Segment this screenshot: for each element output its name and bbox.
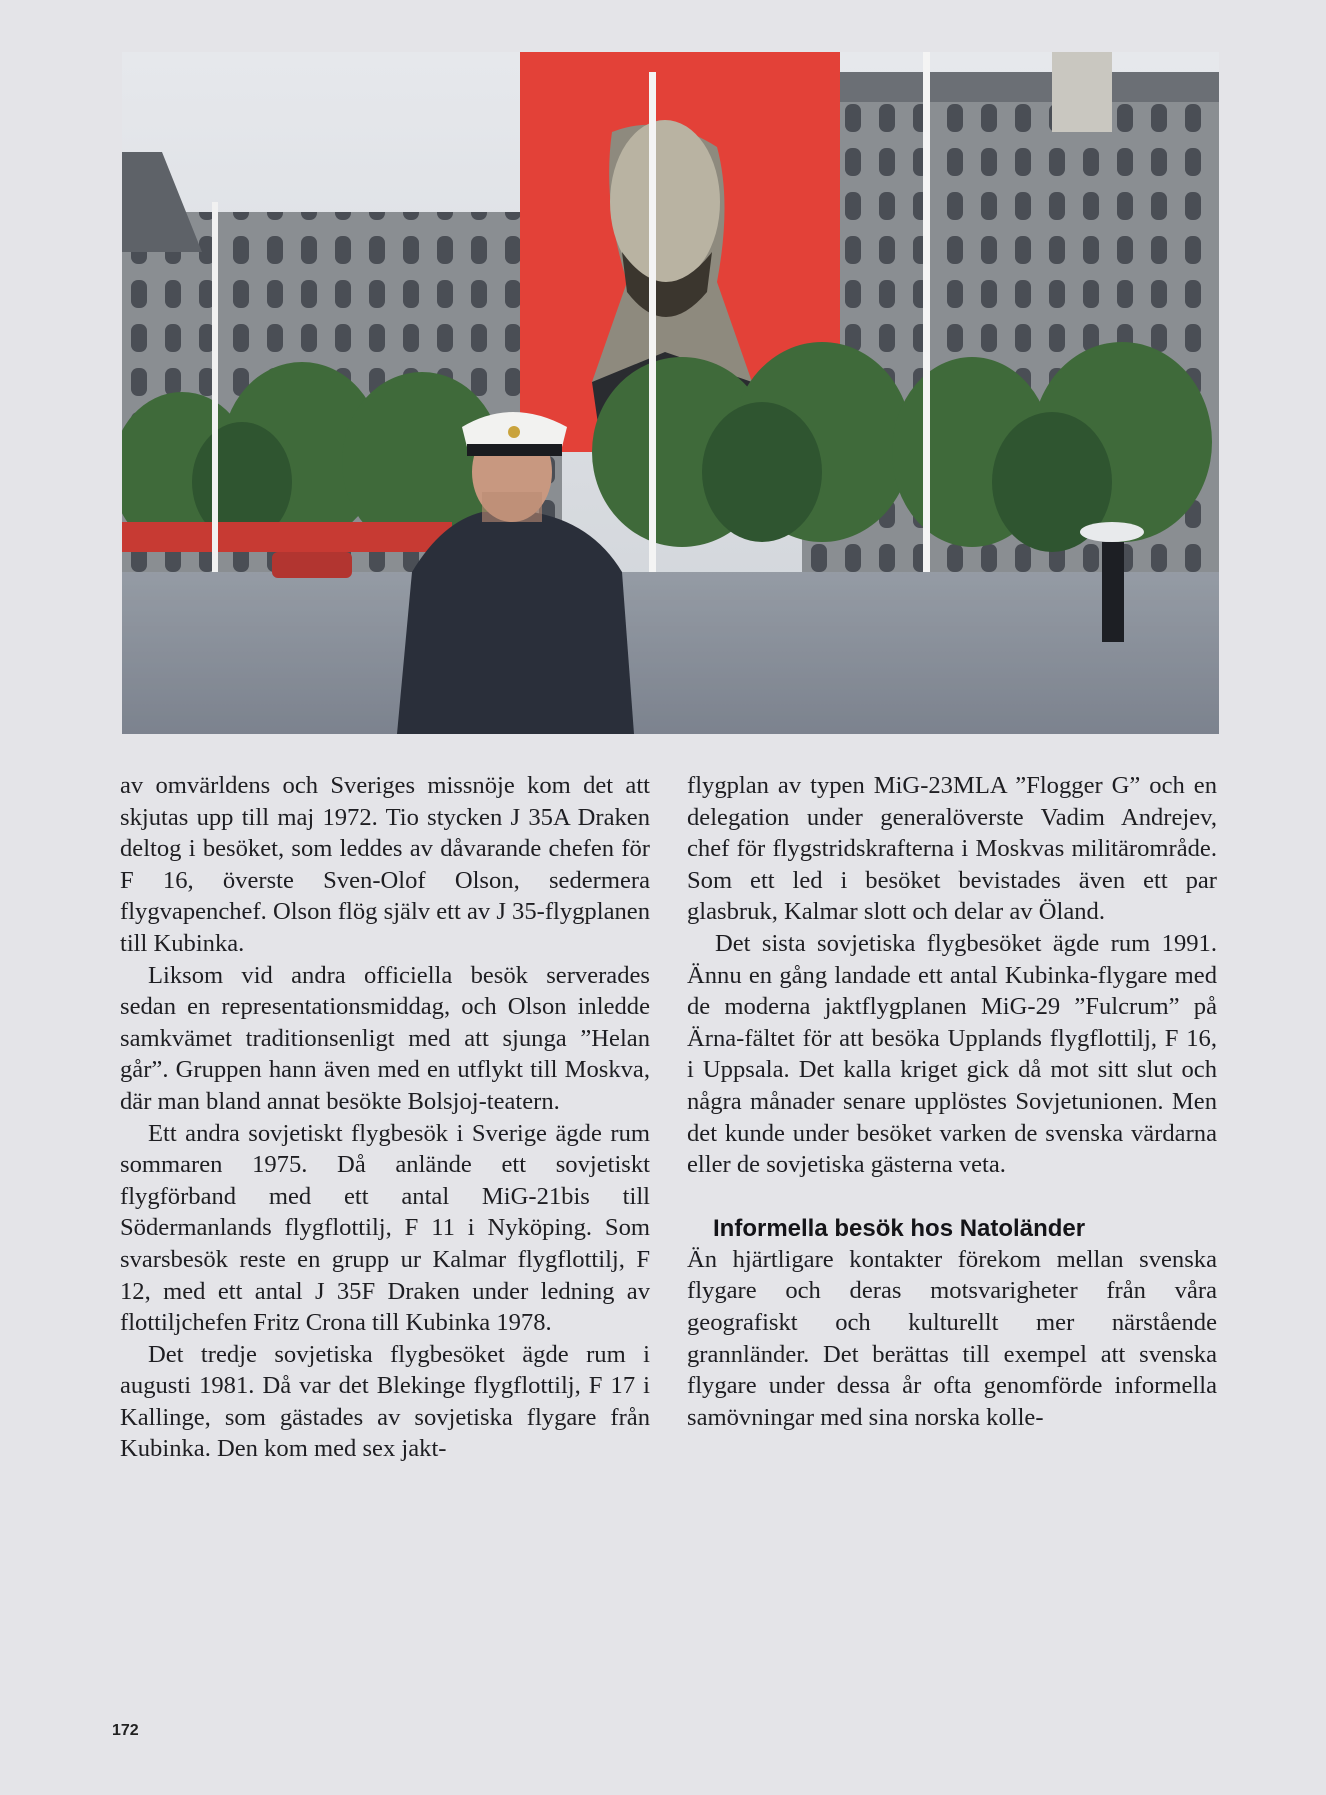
paragraph: av omvärldens och Sveriges missnöje kom det att skjutas upp till maj 1972. Tio stycken J 35A Draken deltog i besöket, som leddes av dåvarande chefen för F 16, överste Sven-Olof Olson, sedermera flygvapenchef. Olson flög själv ett av J 35-flygplanen till Kubinka. [120, 772, 650, 957]
paragraph: Än hjärtligare kontakter förekom mellan svenska flygare och deras motsvarigheter från våra geografiskt och kulturellt mer närstående grannländer. Det berättas till exempel att svenska flygare under dessa år ofta genomförde informella samövningar med sina norska kolle- [687, 1245, 1217, 1431]
section-heading: Informella besök hos Natoländer [713, 1214, 1086, 1242]
paragraph: Det tredje sovjetiska flygbesöket ägde rum i augusti 1981. Då var det Blekinge flygflottilj, F 17 i Kallinge, som gästades av sovjetiska flygare från Kubinka. Den kom med sex jakt- [120, 1340, 650, 1463]
photo-illustration [122, 52, 1219, 734]
paragraph: Ett andra sovjetiskt flygbesök i Sverige ägde rum sommaren 1975. Då anlände ett sovjetiskt flygförband med ett antal MiG-21bis till Södermanlands flygflottilj, F 11 i Nyköping. Som svarsbesök reste en grupp ur Kalmar flygflottilj, F 12, med ett antal J 35F Draken under ledning av flottiljchefen Fritz Crona till Kubinka 1978. [120, 1119, 650, 1337]
photo-red-square-officer [122, 52, 1219, 734]
text-column-left [120, 770, 650, 1465]
paragraph: Liksom vid andra officiella besök serverades sedan en representationsmiddag, och Olson inledde samkvämet traditionsenligt med att sjunga ”Helan går”. Gruppen hann även med en utflykt till Moskva, där man bland annat besökte Bolsjoj-teatern. [120, 961, 650, 1115]
paragraph: flygplan av typen MiG-23MLA ”Flogger G” och en delegation under generalöverste Vadim Andrejev, chef för flygstridskrafterna i Moskvas militärområde. Som ett led i besöket bevistades även ett par glasbruk, Kalmar slott och delar av Öland. [687, 772, 1217, 926]
text-column-right [687, 770, 1217, 1433]
page-number: 172 [112, 1722, 139, 1739]
officer-coat [397, 512, 634, 734]
paragraph: Det sista sovjetiska flygbesöket ägde rum 1991. Ännu en gång landade ett antal Kubinka-flygare med de moderna jaktflygplanen MiG-29 ”Fulcrum” på Ärna-fältet för att besöka Upplands flygflottilj, F 16, i Uppsala. Det kalla kriget gick då mot sitt slut och några månader senare upplöstes Sovjetunionen. Men det kunde under besöket varken de svenska värdarna eller de sovjetiska gästerna veta. [687, 929, 1217, 1179]
